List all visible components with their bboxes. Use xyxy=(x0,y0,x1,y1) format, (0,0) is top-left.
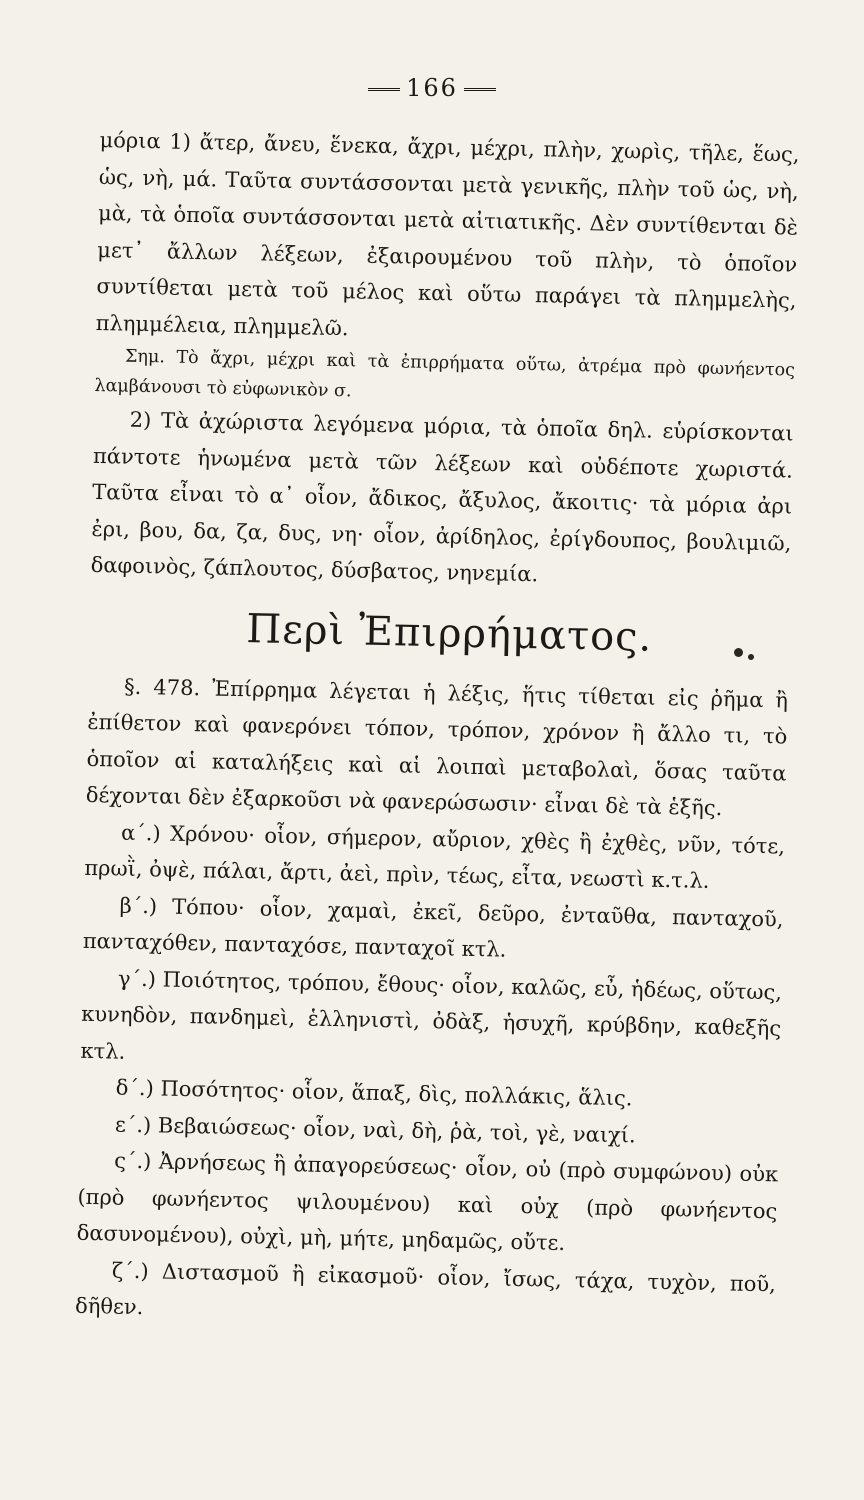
adverb-category-quantity: δ΄.) Ποσότητος· οἷον, ἅπαξ, δὶς, πολλάκις, ἅλις. xyxy=(115,1075,633,1111)
adverb-category-manner: γ΄.) Ποιότητος, τρόπου, ἔθους· οἷον, καλῶς, εὖ, ἡδέως, οὕτως, κυνηδὸν, πανδημεὶ, ἑλληνιστὶ, ὀδὰξ, ἡσυχῆ, κρύβδην, καθεξῆς κτλ. xyxy=(80,966,783,1064)
section-intro: §. 478. Ἐπίρρημα λέγεται ἡ λέξις, ἥτις τίθεται εἰς ῥῆμα ἢ ἐπίθετον καὶ φανερόνει τόπον, τρόπον, χρόνον ἢ ἄλλο τι, τὸ ὁποῖον αἱ καταλήξεις καὶ αἱ λοιπαὶ μεταβολαὶ, ὅσας ταῦτα δέχονται δὲν ἐξαρκοῦσι νὰ φανερώσωσιν· εἶναι δὲ τὰ ἑξῆς. xyxy=(85,674,789,821)
adverb-category-time: α΄.) Χρόνου· οἷον, σήμερον, αὔριον, χθὲς ἢ ἐχθὲς, νῦν, τότε, πρωῒ, ὀψὲ, πάλαι, ἄρτι, ἀεὶ, πρὶν, τέως, εἶτα, νεωστὶ κ.τ.λ. xyxy=(84,820,786,893)
adverb-category-negation: ς΄.) Ἀρνήσεως ἢ ἀπαγορεύσεως· οἷον, οὐ (πρὸ συμφώνου) οὐκ (πρὸ φωνήεντος ψιλουμένου) καὶ οὐχ (πρὸ φωνήεντος δασυνομένου), οὐχὶ, μὴ, μήτε, μηδαμῶς, οὔτε. xyxy=(76,1148,779,1255)
page-body xyxy=(75,122,800,1339)
header-rule-right xyxy=(464,88,496,91)
adverb-category-place: β΄.) Τόπου· οἷον, χαμαὶ, ἐκεῖ, δεῦρο, ἐνταῦθα, πανταχοῦ, πανταχόθεν, πανταχόσε, πανταχοῖ κτλ. xyxy=(82,893,784,962)
paragraph-particles: μόρια 1) ἄτερ, ἄνευ, ἕνεκα, ἄχρι, μέχρι, πλὴν, χωρὶς, τῆλε, ἕως, ὡς, νὴ, μά. Ταῦτα συντάσσονται μετὰ γενικῆς, πλὴν τοῦ ὡς, νὴ, μὰ, τὰ ὁποῖα συντάσσονται μετὰ αἰτιατικῆς. Δὲν συντίθενται δὲ μετ᾽ ἄλλων λέξεων, ἐξαιρουμένου τοῦ πλὴν, τὸ ὁποῖον συντίθεται μετὰ τοῦ μέλος καὶ οὕτω παράγει τὰ πλημμελὴς, πλημμέλεια, πλημμελῶ. xyxy=(95,127,800,340)
header-rule-left xyxy=(368,88,400,91)
ink-blot xyxy=(734,648,743,657)
adverb-category-affirmation: ε΄.) Βεβαιώσεως· οἷον, ναὶ, δὴ, ῥὰ, τοὶ, γὲ, ναιχί. xyxy=(114,1112,636,1147)
section-title xyxy=(109,584,791,682)
ink-blot xyxy=(748,654,754,660)
adverb-category-doubt: ζ΄.) Διστασμοῦ ἢ εἰκασμοῦ· οἷον, ἴσως, τάχα, τυχὸν, ποῦ, δῆθεν. xyxy=(74,1258,777,1320)
page-number: 166 xyxy=(406,74,458,102)
page-header xyxy=(0,74,864,102)
paragraph-note: Σημ. Τὸ ἄχρι, μέχρι καὶ τὰ ἐπιρρήματα οὕτω, ἀτρέμα πρὸ φωνήεντος λαμβάνουσι τὸ εὐφωνικὸν σ. xyxy=(94,346,796,402)
section-title-text: Περὶ Ἐπιρρήματος. xyxy=(245,605,653,661)
paragraph-inseparable-particles: 2) Τὰ ἀχώριστα λεγόμενα μόρια, τὰ ὁποῖα δηλ. εὑρίσκονται πάντοτε ἡνωμένα μετὰ τῶν λέξεων καὶ οὐδέποτε χωριστά. Ταῦτα εἶναι τὸ α᾽ οἷον, ἄδικος, ἄξυλος, ἄκοιτις· τὰ μόρια ἀρι ἐρι, βου, δα, ζα, δυς, νη· οἷον, ἀρίδηλος, ἐρίγδουπος, βουλιμιῶ, δαφοινὸς, ζάπλουτος, δύσβατος, νηνεμία. xyxy=(90,407,794,587)
